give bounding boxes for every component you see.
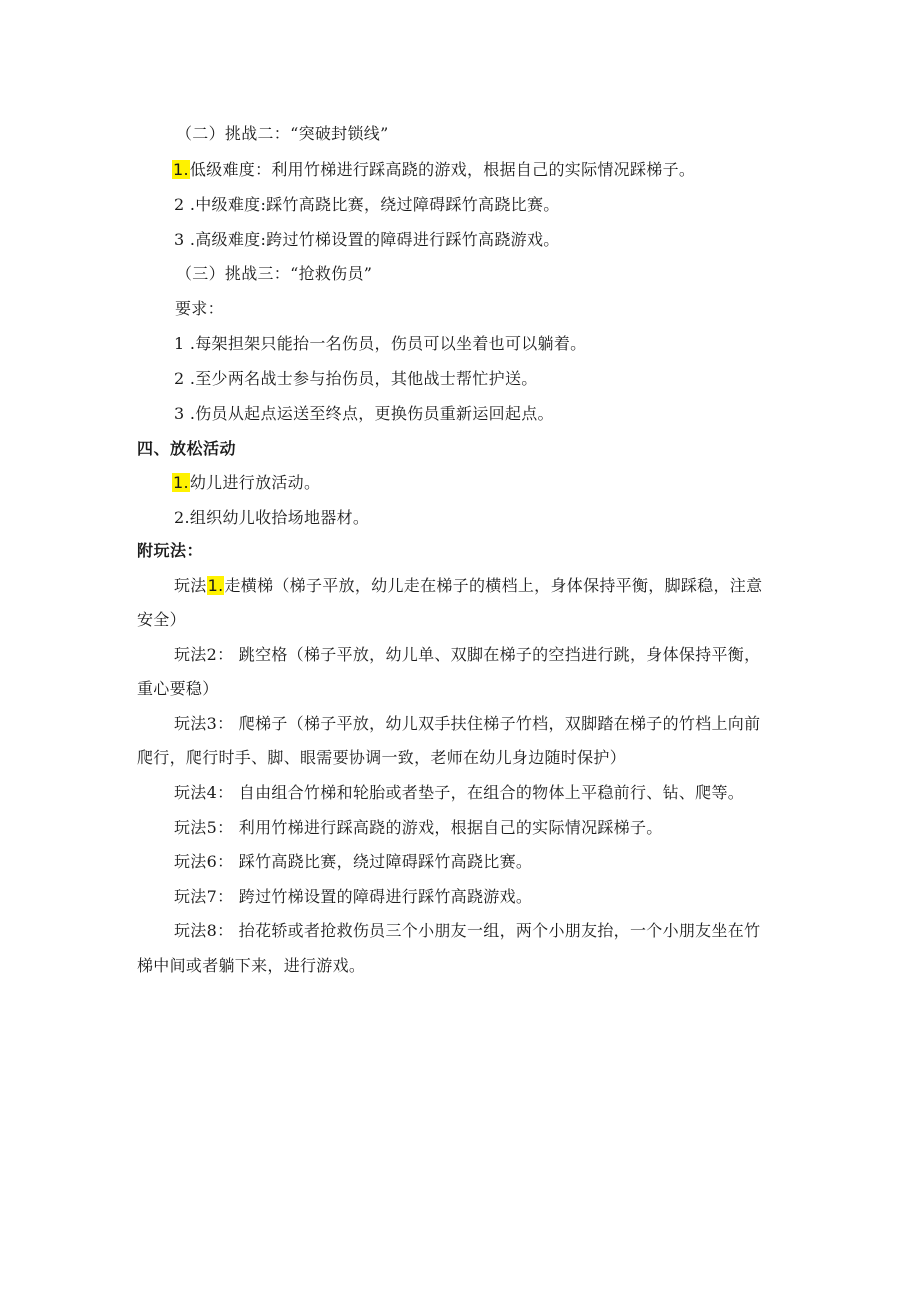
section-4-item-2: 2.组织幼儿收拾场地器材。 — [174, 508, 370, 527]
requirements-label: 要求： — [175, 299, 224, 318]
play-8-line-2: 梯中间或者躺下来，进行游戏。 — [137, 956, 366, 975]
play-5: 玩法5： 利用竹梯进行踩高跷的游戏，根据自己的实际情况踩梯子。 — [174, 818, 663, 837]
section-4-heading: 四、放松活动 — [137, 439, 237, 458]
play-8-line-1: 玩法8： 抬花轿或者抢救伤员三个小朋友一组，两个小朋友抬，一个小朋友坐在竹 — [174, 921, 761, 940]
play-1-line-2: 安全） — [137, 610, 186, 629]
section-4-item-1 — [172, 473, 320, 493]
highlighted-number: 1. — [173, 473, 189, 492]
play-6: 玩法6： 踩竹高跷比赛，绕过障碍踩竹高跷比赛。 — [174, 852, 533, 871]
play-1-text: 走横梯（梯子平放，幼儿走在梯子的横档上，身体保持平衡，脚踩稳，注意 — [224, 576, 763, 595]
challenge3-title: （三）挑战三：“抢救伤员” — [176, 264, 373, 283]
play-4: 玩法4： 自由组合竹梯和轮胎或者垫子，在组合的物体上平稳前行、钻、爬等。 — [174, 783, 745, 802]
play-2-line-1: 玩法2： 跳空格（梯子平放，幼儿单、双脚在梯子的空挡进行跳，身体保持平衡， — [174, 645, 761, 664]
play-1-prefix: 玩法 — [174, 576, 207, 595]
play-7: 玩法7： 跨过竹梯设置的障碍进行踩竹高跷游戏。 — [174, 887, 533, 906]
highlighted-number: 1. — [207, 576, 224, 595]
requirement-item-2: 2 .至少两名战士参与抬伤员，其他战士帮忙护送。 — [174, 369, 538, 388]
section-4-item-1-text: 幼儿进行放活动。 — [189, 473, 321, 492]
play-3-line-1: 玩法3： 爬梯子（梯子平放，幼儿双手扶住梯子竹档，双脚踏在梯子的竹档上向前 — [174, 714, 761, 733]
play-2-line-2: 重心要稳） — [137, 679, 219, 698]
challenge2-item-1-text: 低级难度：利用竹梯进行踩高跷的游戏，根据自己的实际情况踩梯子。 — [189, 160, 696, 179]
appendix-heading: 附玩法： — [137, 541, 204, 560]
play-1-line-1 — [174, 576, 762, 596]
requirement-item-3: 3 .伤员从起点运送至终点，更换伤员重新运回起点。 — [174, 404, 554, 423]
play-3-line-2: 爬行，爬行时手、脚、眼需要协调一致，老师在幼儿身边随时保护） — [137, 748, 627, 767]
requirement-item-1: 1 .每架担架只能抬一名伤员，伤员可以坐着也可以躺着。 — [174, 334, 587, 353]
challenge2-item-2: 2 .中级难度:踩竹高跷比赛，绕过障碍踩竹高跷比赛。 — [174, 195, 560, 214]
challenge2-item-1 — [172, 160, 695, 180]
challenge2-title: （二）挑战二：“突破封锁线” — [176, 124, 389, 143]
highlighted-number: 1. — [173, 160, 189, 179]
challenge2-item-3: 3 .高级难度:跨过竹梯设置的障碍进行踩竹高跷游戏。 — [174, 230, 560, 249]
